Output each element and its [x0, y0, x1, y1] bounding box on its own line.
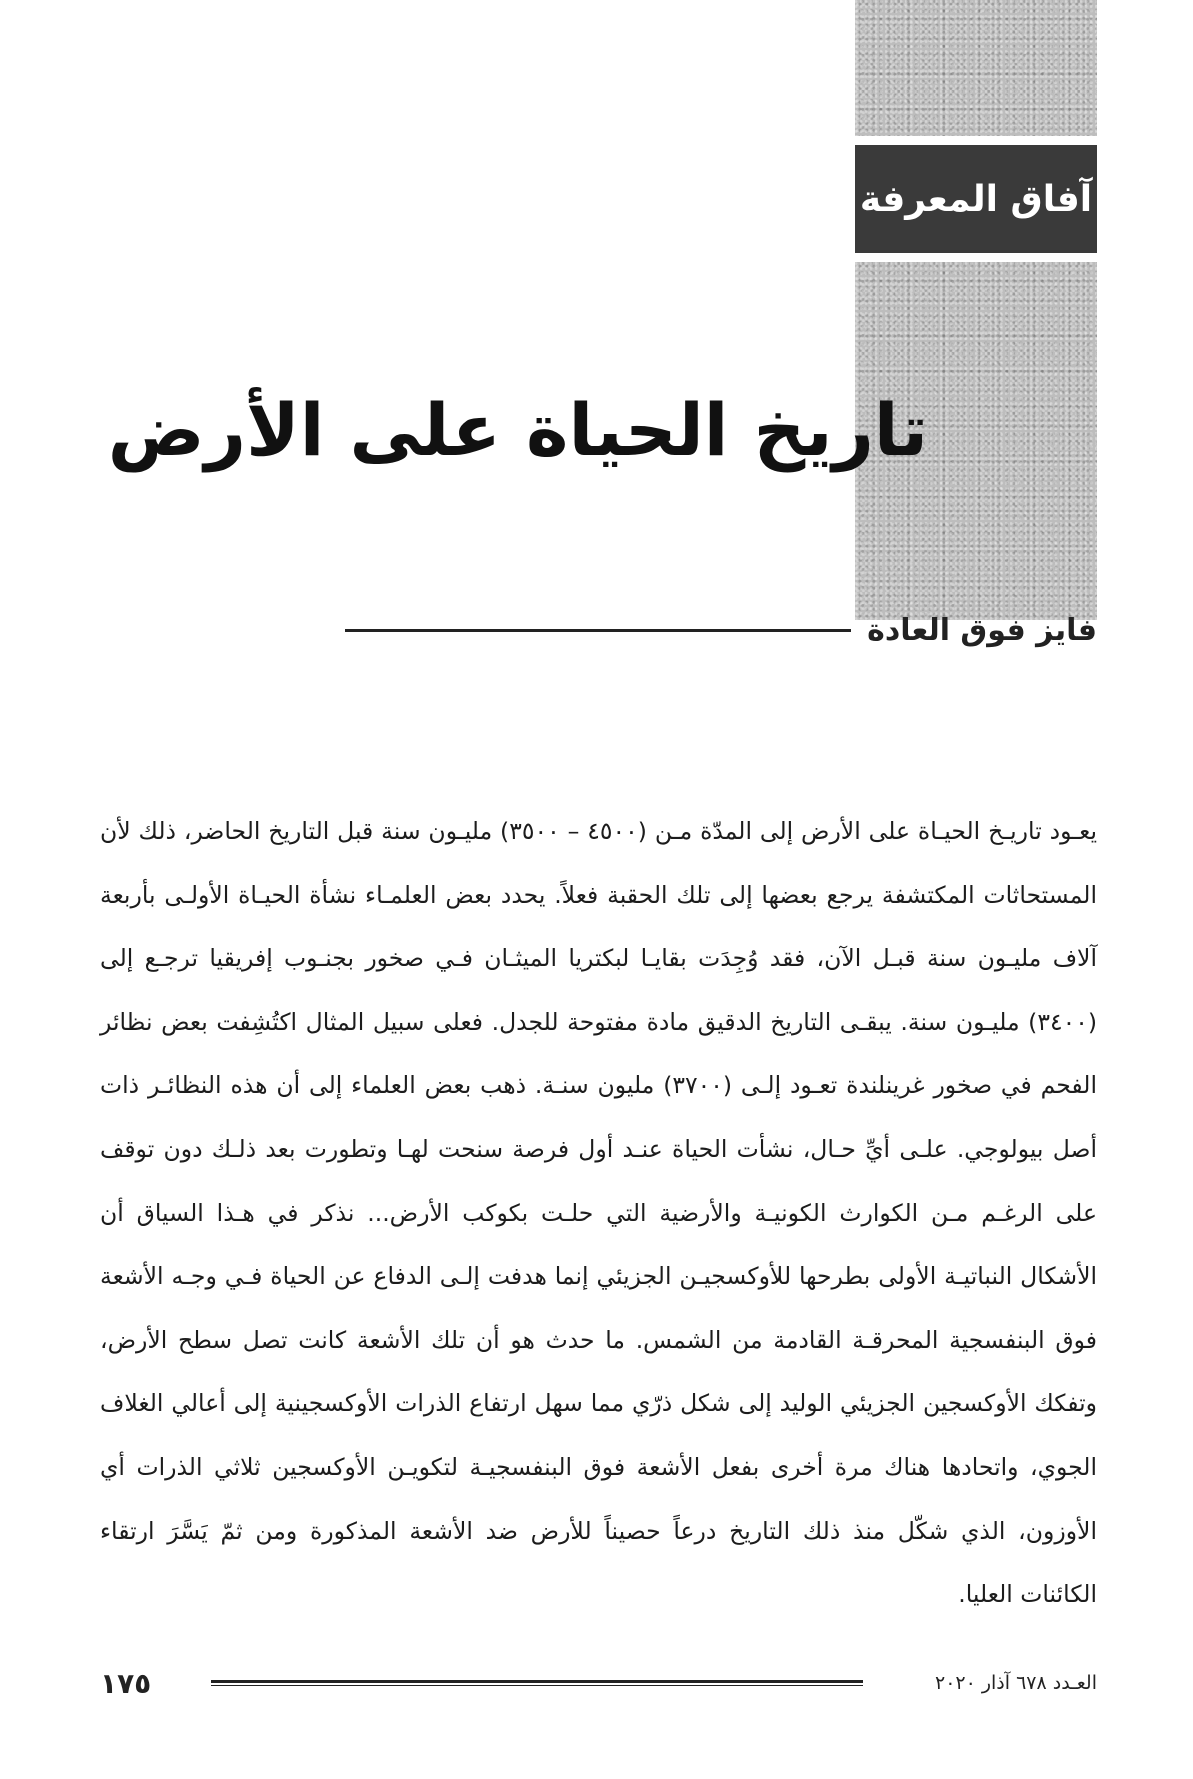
section-label-text: آفاق المعرفة — [859, 178, 1093, 220]
author-divider — [345, 629, 851, 632]
footer-divider — [211, 1680, 863, 1686]
article-title-text: تاريخ الحياة على الأرض — [107, 388, 928, 472]
article-title — [107, 370, 928, 490]
section-label — [855, 145, 1097, 253]
page-footer — [100, 1668, 1097, 1698]
author-name: فايز فوق العادة — [867, 612, 1097, 648]
article-body: يعـود تاريـخ الحيـاة على الأرض إلى المدّة مـن (٤٥٠٠ – ٣٥٠٠) مليـون سنة قبل التاريخ الحاضر، ذلك لأن المستحاثات المكتشفة يرجع بعضها إلى تلك الحقبة فعلاً. يحدد بعض العلمـاء نشأة الحيـاة الأولـى بأربعة آلاف مليـون سنة قبـل الآن، فقد وُجِدَت بقايـا لبكتريا الميثـان فـي صخور بجنـوب إفريقيا ترجـع إلى (٣٤٠٠) مليـون سنة. يبقـى التاريخ الدقيق مادة مفتوحة للجدل. فعلى سبيل المثال اكتُشِفت بعض نظائر الفحم في صخور غرينلندة تعـود إلـى (٣٧٠٠) مليون سنـة. ذهب بعض العلماء إلى أن هذه النظائـر ذات أصل بيولوجي. علـى أيِّ حـال، نشأت الحياة عنـد أول فرصة سنحت لهـا وتطورت بعد ذلـك دون توقف على الرغـم مـن الكوارث الكونيـة والأرضية التي حلـت بكوكب الأرض... نذكر في هـذا السياق أن الأشكال النباتيـة الأولى بطرحها للأوكسجيـن الجزيئي إنما هدفت إلـى الدفاع عن الحياة فـي وجـه الأشعة فوق البنفسجية المحرقـة القادمة من الشمس. ما حدث هو أن تلك الأشعة كانت تصل سطح الأرض، وتفكك الأوكسجين الجزيئي الوليد إلى شكل ذرّي مما سهل ارتفاع الذرات الأوكسجينية إلى أعالي الغلاف الجوي، واتحادها هناك مرة أخرى بفعل الأشعة فوق البنفسجيـة لتكويـن الأوكسجين ثلاثي الذرات أي الأوزون، الذي شكّل منذ ذلك التاريخ درعاً حصيناً للأرض ضد الأشعة المذكورة ومن ثمّ يَسَّرَ ارتقاء الكائنات العليا. — [100, 817, 1097, 1609]
decorative-texture-block-top — [855, 0, 1097, 136]
author-byline — [345, 610, 1097, 650]
page-number: ١٧٥ — [100, 1666, 152, 1700]
issue-info: العـدد ٦٧٨ آذار ٢٠٢٠ — [934, 1672, 1097, 1694]
